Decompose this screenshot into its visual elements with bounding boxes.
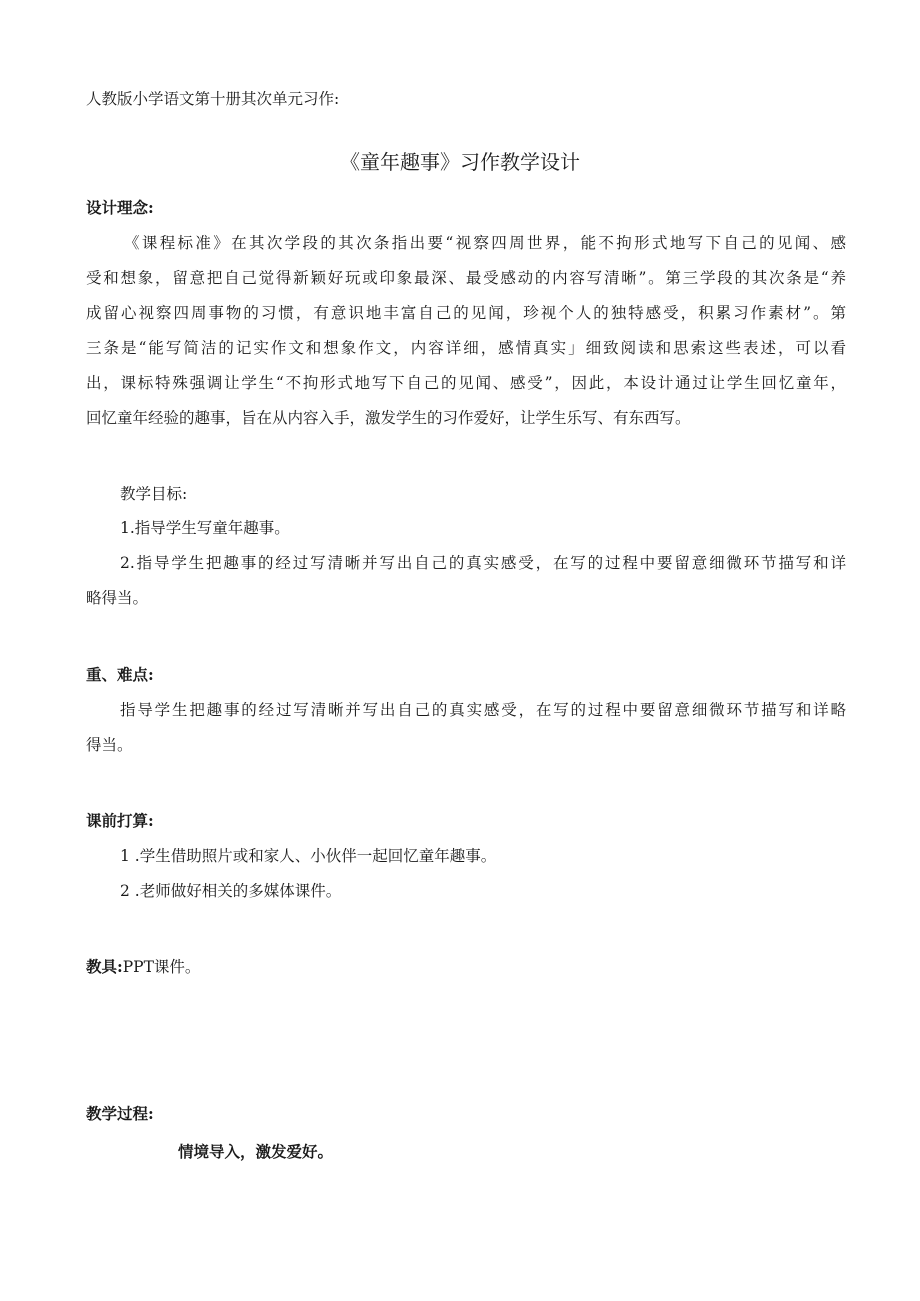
goal-item-1: 1.指导学生写童年趣事。 <box>120 519 290 537</box>
key-line-2: 得当。 <box>86 736 133 754</box>
concept-line-6: 回忆童年经验的趣事，旨在从内容入手，激发学生的习作爱好，让学生乐写、有东西写。 <box>86 409 691 427</box>
tools-value: PPT课件。 <box>122 958 201 976</box>
concept-heading: 设计理念: <box>86 198 154 217</box>
goal-item-2-line-2: 略得当。 <box>86 589 149 607</box>
concept-line-5: 出，课标特殊强调让学生“不拘形式地写下自己的见闻、感受”，因此，本设计通过让学生回忆童年， <box>86 374 846 392</box>
concept-line-4: 三条是“能写简洁的记实作文和想象作文，内容详细，感情真实」细致阅读和思索这些表述，可以看 <box>86 339 846 357</box>
goals-heading: 教学目标: <box>120 485 188 503</box>
key-line-1: 指导学生把趣事的经过写清晰并写出自己的真实感受，在写的过程中要留意细微环节描写和详略 <box>120 701 846 719</box>
process-step-1: 情境导入，激发爱好。 <box>178 1142 334 1161</box>
tools-line <box>86 957 846 977</box>
document-title: 《童年趣事》习作教学设计 <box>340 150 580 174</box>
tools-label: 教具: <box>86 957 123 976</box>
concept-line-3: 成留心视察四周事物的习惯，有意识地丰富自己的见闻，珍视个人的独特感受，积累习作素材”。第 <box>86 304 846 322</box>
document-header: 人教版小学语文第十册其次单元习作: <box>86 90 340 108</box>
prep-heading: 课前打算: <box>86 811 154 830</box>
prep-item-2: 2 .老师做好相关的多媒体课件。 <box>120 882 342 900</box>
concept-line-2: 受和想象，留意把自己觉得新颖好玩或印象最深、最受感动的内容写清晰”。第三学段的其次条是“养 <box>86 269 846 287</box>
concept-line-1: 《课程标准》在其次学段的其次条指出要“视察四周世界，能不拘形式地写下自己的见闻、感 <box>124 234 846 252</box>
prep-item-1: 1 .学生借助照片或和家人、小伙伴一起回忆童年趣事。 <box>120 847 497 865</box>
process-heading: 教学过程: <box>86 1104 154 1123</box>
key-heading: 重、难点: <box>86 665 154 684</box>
goal-item-2-line-1: 2.指导学生把趣事的经过写清晰并写出自己的真实感受，在写的过程中要留意细微环节描写和详 <box>120 554 846 572</box>
